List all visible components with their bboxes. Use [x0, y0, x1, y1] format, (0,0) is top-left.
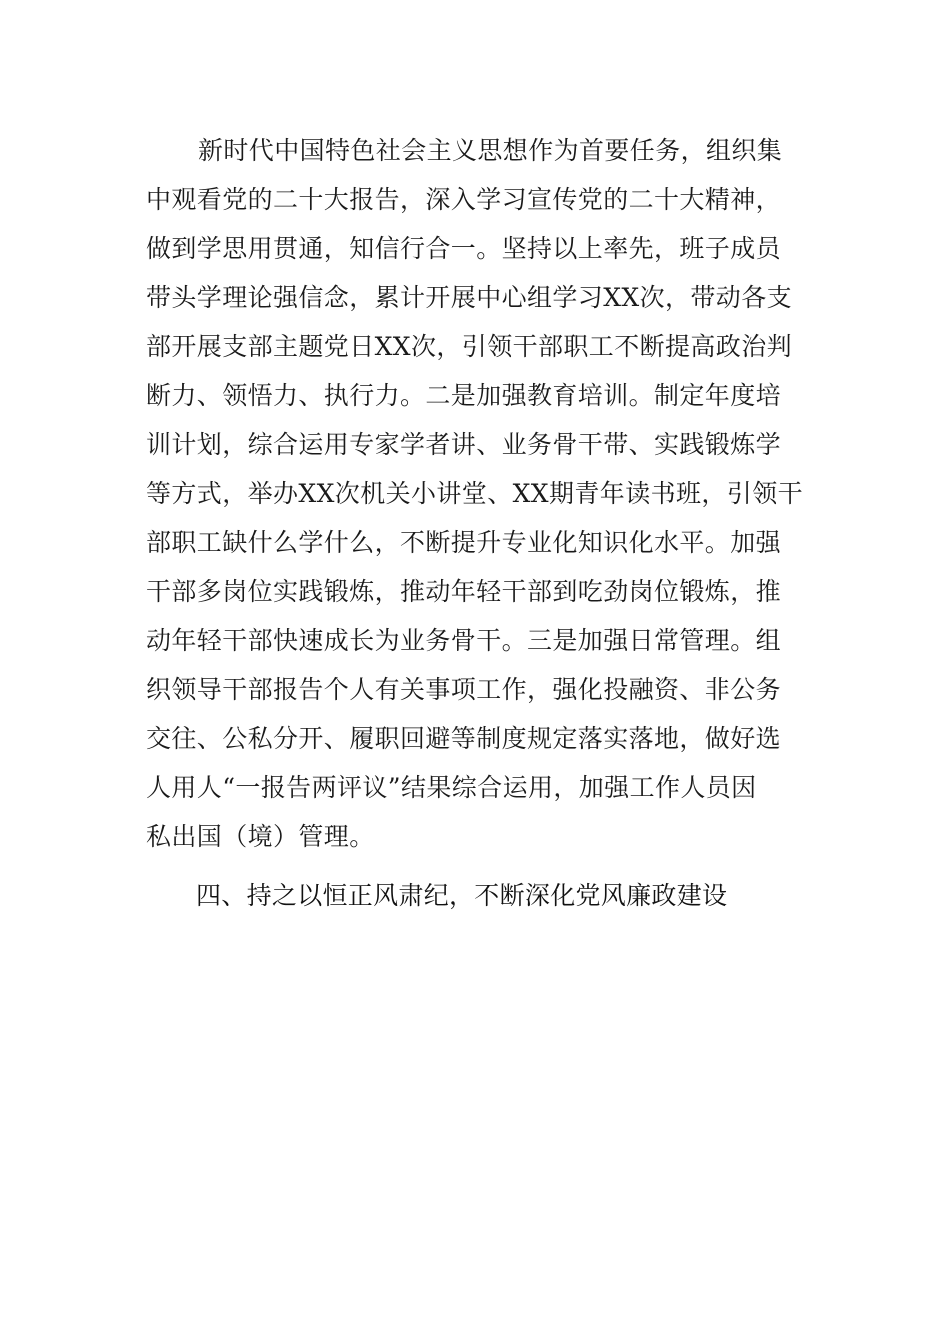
paragraph-line: 带头学理论强信念，累计开展中心组学习XX次，带动各支	[146, 283, 792, 312]
paragraph-line: 人用人“一报告两评议”结果综合运用，加强工作人员因	[146, 773, 757, 802]
paragraph-line: 中观看党的二十大报告，深入学习宣传党的二十大精神，	[146, 185, 782, 214]
paragraph-line: 动年轻干部快速成长为业务骨干。三是加强日常管理。组	[146, 626, 782, 655]
body-paragraph	[146, 126, 810, 861]
paragraph-line: 做到学思用贯通，知信行合一。坚持以上率先，班子成员	[146, 234, 782, 263]
paragraph-line: 交往、公私分开、履职回避等制度规定落实落地，做好选	[146, 724, 782, 753]
paragraph-line: 部职工缺什么学什么，不断提升专业化知识化水平。加强	[146, 528, 782, 557]
paragraph-line: 等方式，举办XX次机关小讲堂、XX期青年读书班，引领干	[146, 479, 803, 508]
paragraph-line: 私出国（境）管理。	[146, 822, 375, 851]
paragraph-line: 部开展支部主题党日XX次，引领干部职工不断提高政治判	[146, 332, 792, 361]
paragraph-line: 织领导干部报告个人有关事项工作，强化投融资、非公务	[146, 675, 782, 704]
section-heading: 四、持之以恒正风肃纪，不断深化党风廉政建设	[196, 881, 728, 910]
paragraph-line: 训计划，综合运用专家学者讲、业务骨干带、实践锻炼学	[146, 430, 782, 459]
paragraph-line: 新时代中国特色社会主义思想作为首要任务，组织集	[198, 136, 783, 165]
paragraph-line: 干部多岗位实践锻炼，推动年轻干部到吃劲岗位锻炼，推	[146, 577, 782, 606]
paragraph-line: 断力、领悟力、执行力。二是加强教育培训。制定年度培	[146, 381, 782, 410]
